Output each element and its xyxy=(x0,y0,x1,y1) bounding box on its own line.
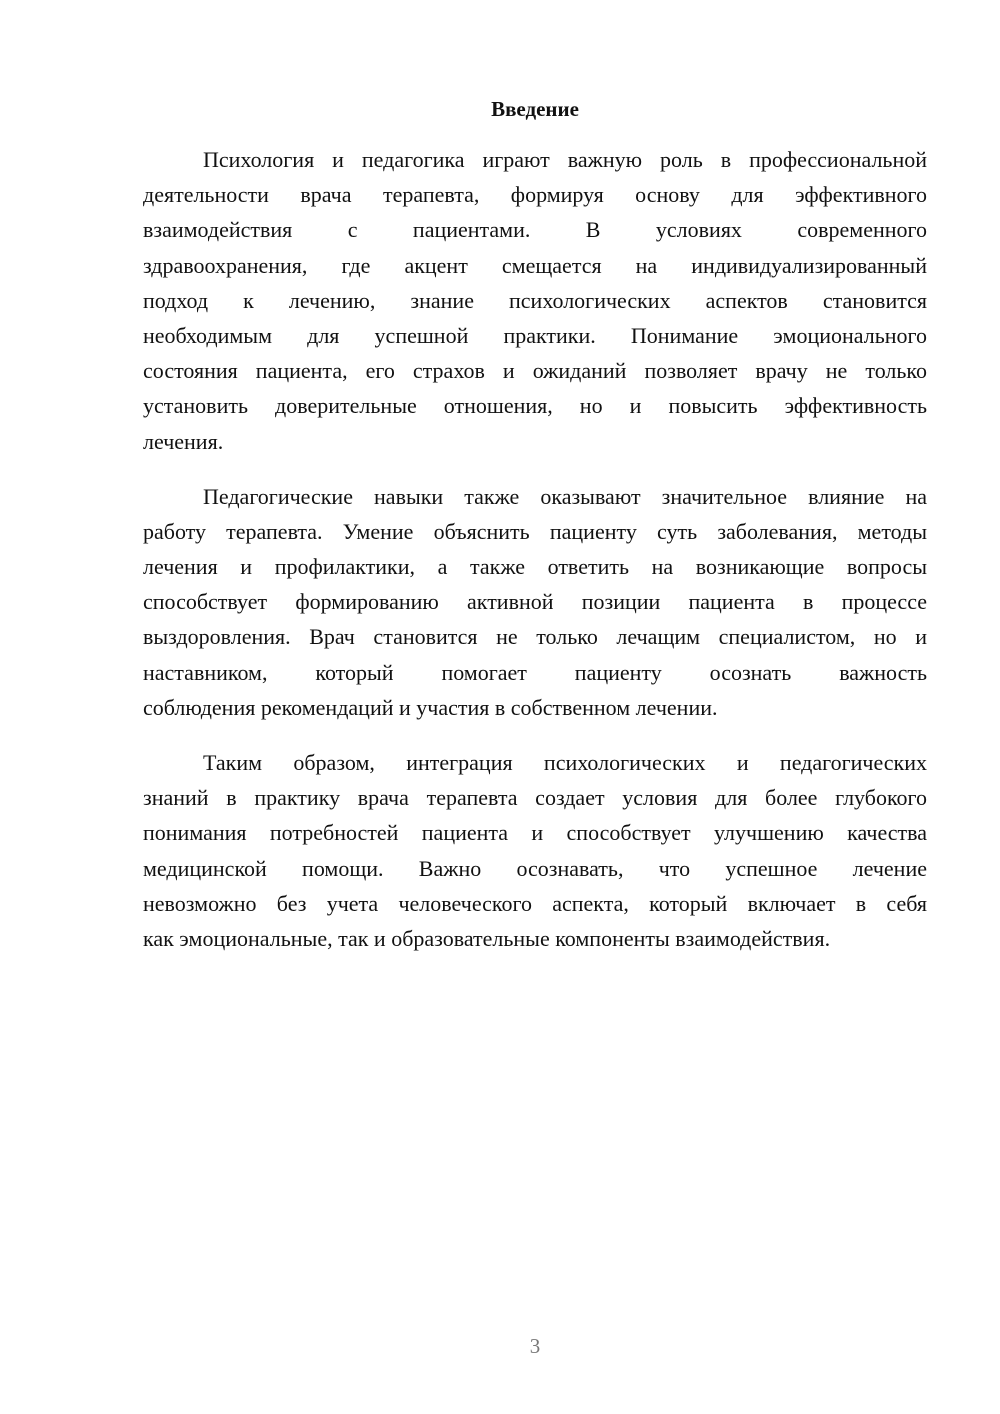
paragraph-line: соблюдения рекомендаций и участия в собственном лечении. xyxy=(143,694,718,720)
paragraph xyxy=(143,479,927,725)
paragraph-line: здравоохранения, где акцент смещается на индивидуализированный xyxy=(143,252,927,278)
paragraph-line: лечения и профилактики, а также ответить на возникающие вопросы xyxy=(143,554,927,580)
paragraph-line: медицинской помощи. Важно осознавать, что успешное лечение xyxy=(143,855,927,881)
paragraph-line: состояния пациента, его страхов и ожиданий позволяет врачу не только xyxy=(143,358,927,384)
paragraph-line: работу терапевта. Умение объяснить пациенту суть заболевания, методы xyxy=(143,518,927,544)
document-body xyxy=(143,142,927,976)
paragraph-line: необходимым для успешной практики. Понимание эмоционального xyxy=(143,322,927,348)
paragraph-line: как эмоциональные, так и образовательные компоненты взаимодействия. xyxy=(143,925,831,951)
paragraph-line: подход к лечению, знание психологических аспектов становится xyxy=(143,287,927,313)
paragraph-line: невозможно без учета человеческого аспекта, который включает в себя xyxy=(143,890,927,916)
paragraph-line: деятельности врача терапевта, формируя основу для эффективного xyxy=(143,182,927,208)
paragraph-line: взаимодействия с пациентами. В условиях современного xyxy=(143,217,927,243)
paragraph-line: знаний в практику врача терапевта создает условия для более глубокого xyxy=(143,785,927,811)
paragraph-line: Таким образом, интеграция психологических и педагогических xyxy=(203,750,927,775)
paragraph-line: выздоровления. Врач становится не только лечащим специалистом, но и xyxy=(143,624,927,650)
paragraph-line: наставником, который помогает пациенту осознать важность xyxy=(143,659,927,685)
paragraph xyxy=(143,745,927,956)
paragraph xyxy=(143,142,927,459)
paragraph-line: способствует формированию активной позиции пациента в процессе xyxy=(143,589,927,615)
paragraph-line: Педагогические навыки также оказывают значительное влияние на xyxy=(203,483,927,509)
section-title: Введение xyxy=(491,97,579,121)
paragraph-line: Психология и педагогика играют важную роль в профессиональной xyxy=(203,147,927,172)
page-number: 3 xyxy=(529,1334,541,1358)
paragraph-line: установить доверительные отношения, но и повысить эффективность xyxy=(143,393,927,419)
paragraph-line: понимания потребностей пациента и способствует улучшению качества xyxy=(143,820,927,846)
paragraph-line: лечения. xyxy=(143,428,224,454)
